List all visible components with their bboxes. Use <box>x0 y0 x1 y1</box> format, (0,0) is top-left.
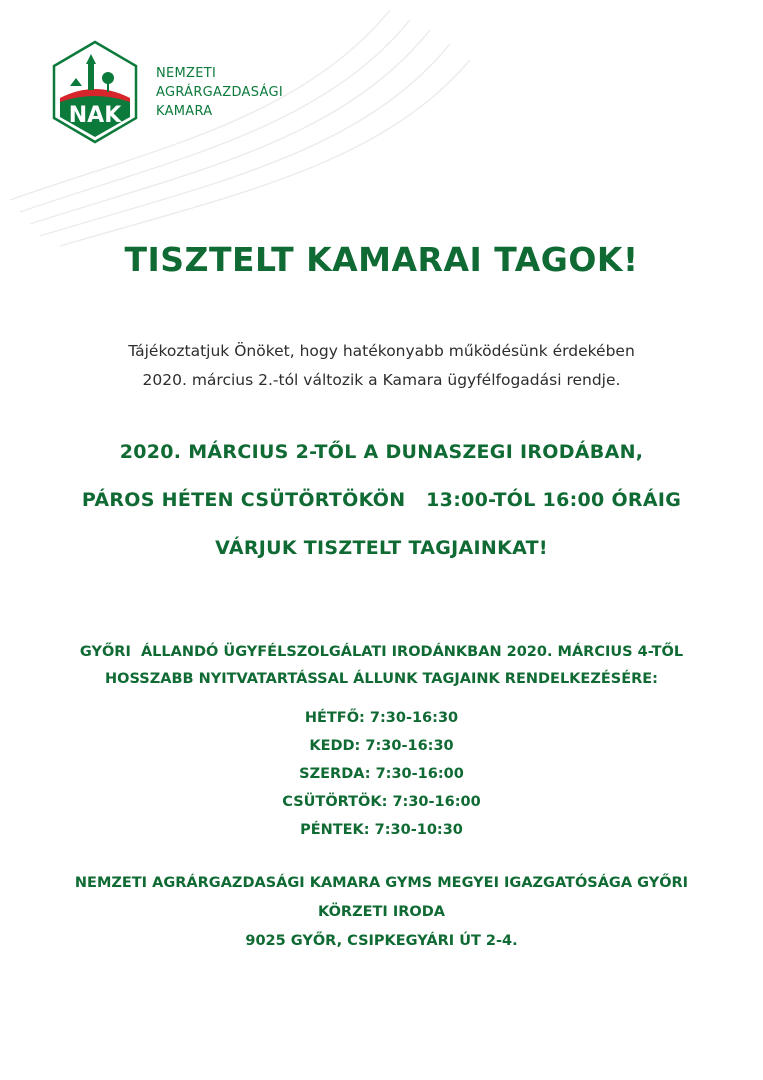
hours-item: PÉNTEK: 7:30-10:30 <box>300 822 463 838</box>
gyor-line: GYŐRI ÁLLANDÓ ÜGYFÉLSZOLGÁLATI IRODÁNKBAN 2020. MÁRCIUS 4-TŐL <box>79 644 684 660</box>
address-line: KÖRZETI IRODA <box>318 904 445 920</box>
address-line: 9025 GYŐR, CSIPKEGYÁRI ÚT 2-4. <box>245 933 518 949</box>
dunaszeg-announcement <box>0 428 763 572</box>
intro-line: Tájékoztatjuk Önöket, hogy hatékonyabb működésünk érdekében <box>128 342 635 360</box>
office-address <box>0 869 763 956</box>
page-title: TISZTELT KAMARAI TAGOK! <box>124 240 639 279</box>
address-line: NEMZETI AGRÁRGAZDASÁGI KAMARA GYMS MEGYEI IGAZGATÓSÁGA GYŐRI <box>74 875 689 891</box>
nak-logo-badge <box>50 40 140 144</box>
announcement-line: PÁROS HÉTEN CSÜTÖRTÖKÖN 13:00-TÓL 16:00 ÓRÁIG <box>81 489 682 511</box>
gyor-office-announcement <box>0 639 763 693</box>
announcement-line: 2020. MÁRCIUS 2-TŐL A DUNASZEGI IRODÁBAN, <box>119 441 644 463</box>
nak-badge-text: NAK <box>68 103 122 128</box>
org-name-line: KAMARA <box>156 104 213 119</box>
hours-item: SZERDA: 7:30-16:00 <box>299 766 464 782</box>
organization-name <box>156 64 283 121</box>
announcement-line: VÁRJUK TISZTELT TAGJAINKAT! <box>215 537 548 559</box>
intro-line: 2020. március 2.-tól változik a Kamara ügyfélfogadási rendje. <box>142 371 621 389</box>
hours-item: CSÜTÖRTÖK: 7:30-16:00 <box>282 794 481 810</box>
org-name-line: NEMZETI <box>156 66 217 81</box>
org-name-line: AGRÁRGAZDASÁGI <box>156 85 283 100</box>
hours-item: KEDD: 7:30-16:30 <box>309 738 454 754</box>
hours-item: HÉTFŐ: 7:30-16:30 <box>304 710 459 726</box>
intro-paragraph <box>0 337 763 395</box>
opening-hours-list <box>0 704 763 844</box>
gyor-line: HOSSZABB NYITVATARTÁSSAL ÁLLUNK TAGJAINK RENDELKEZÉSÉRE: <box>105 671 658 687</box>
